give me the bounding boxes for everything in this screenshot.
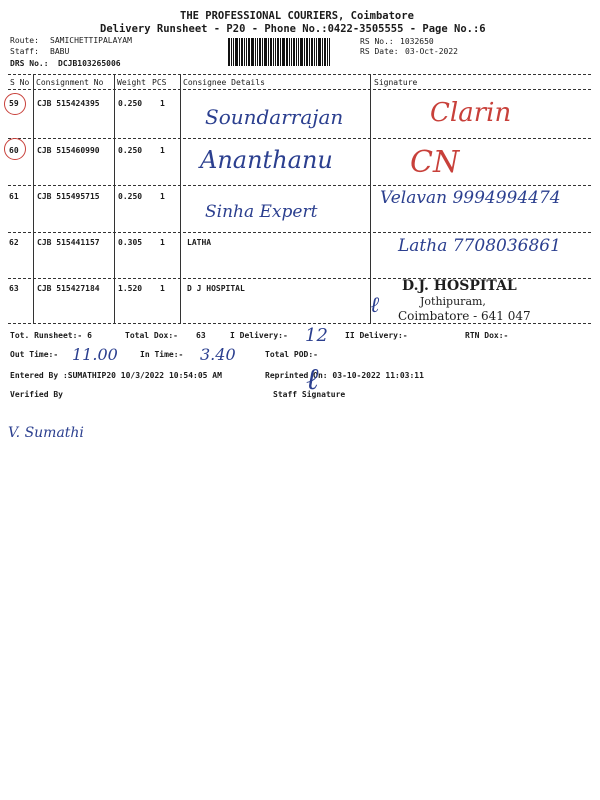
- route-value: SAMICHETTIPALAYAM: [50, 36, 132, 45]
- handwritten-consignee: Sinha Expert: [205, 202, 318, 222]
- rtn-dox-label: RTN Dox:-: [465, 331, 509, 340]
- row-rule: [8, 185, 591, 186]
- drs-label: DRS No.:: [10, 59, 49, 68]
- i-delivery-label: I Delivery:-: [230, 331, 288, 340]
- row-weight: 1.520: [118, 284, 143, 293]
- drs-value: DCJB103265006: [58, 59, 121, 68]
- out-time-label: Out Time:-: [10, 350, 59, 359]
- total-runsheet: Tot. Runsheet:- 6: [10, 331, 92, 340]
- row-consignment: CJB 515441157: [37, 238, 100, 247]
- reprinted-on: Reprinted On: 03-10-2022 11:03:11: [265, 371, 424, 380]
- handwritten-signature: Velavan 9994994474: [380, 188, 561, 208]
- row-pcs: 1: [160, 99, 165, 108]
- rs-no-label: RS No.:: [360, 37, 394, 46]
- row-rule: [8, 138, 591, 139]
- handwritten-signature: Clarin: [430, 98, 512, 128]
- row-pcs: 1: [160, 192, 165, 201]
- handwritten-signature: CN: [410, 145, 460, 180]
- staff-value: BABU: [50, 47, 70, 56]
- header-bottom-rule: [8, 89, 591, 90]
- row-pcs: 1: [160, 238, 165, 247]
- row-rule: [8, 232, 591, 233]
- rs-no-value: 1032650: [400, 37, 434, 46]
- out-time-handwritten: 11.00: [72, 345, 118, 364]
- row-sno: 61: [9, 192, 19, 201]
- row-weight: 0.250: [118, 192, 143, 201]
- route-label: Route:: [10, 36, 39, 45]
- stamp-address: Jothipuram,: [420, 295, 486, 308]
- rs-date-value: 03-Oct-2022: [405, 47, 458, 56]
- table-top-rule: [8, 74, 591, 75]
- row-sno: 62: [9, 238, 19, 247]
- in-time-handwritten: 3.40: [200, 345, 236, 364]
- ii-delivery-label: II Delivery:-: [345, 331, 408, 340]
- handwritten-consignee: Soundarrajan: [205, 105, 344, 129]
- rs-date-label: RS Date:: [360, 47, 399, 56]
- stamp-name: D.J. HOSPITAL: [402, 278, 517, 294]
- verifier-signature: V. Sumathi: [8, 425, 84, 441]
- in-time-label: In Time:-: [140, 350, 184, 359]
- col-header-consignment: Consignment No: [36, 78, 104, 87]
- row-consignment: CJB 515424395: [37, 99, 100, 108]
- column-divider: [180, 74, 181, 323]
- runsheet-title: Delivery Runsheet - P20 - Phone No.:0422-3505555 - Page No.:6: [100, 23, 486, 35]
- col-header-sno: S No: [10, 78, 30, 87]
- column-divider: [114, 74, 115, 323]
- col-header-pcs: PCS: [152, 78, 167, 87]
- row-pcs: 1: [160, 284, 165, 293]
- col-header-consignee: Consignee Details: [183, 78, 265, 87]
- row-sno: 63: [9, 284, 19, 293]
- col-header-signature: Signature: [374, 78, 418, 87]
- staff-signature-scrawl: ℓ: [306, 362, 319, 397]
- row-consignment: CJB 515460990: [37, 146, 100, 155]
- row-consignee: D J HOSPITAL: [187, 284, 245, 293]
- staff-label: Staff:: [10, 47, 39, 56]
- row-sno: 59: [9, 99, 19, 108]
- row-weight: 0.250: [118, 99, 143, 108]
- stamp-city: Coimbatore - 641 047: [398, 309, 531, 323]
- row-consignee: LATHA: [187, 238, 212, 247]
- total-dox-label: Total Dox:-: [125, 331, 178, 340]
- verified-by-label: Verified By: [10, 390, 63, 399]
- row-consignment: CJB 515427184: [37, 284, 100, 293]
- row-consignment: CJB 515495715: [37, 192, 100, 201]
- col-header-weight: Weight: [117, 78, 146, 87]
- column-divider: [33, 74, 34, 323]
- row-weight: 0.250: [118, 146, 143, 155]
- entered-by: Entered By :SUMATHIP20 10/3/2022 10:54:05 AM: [10, 371, 222, 380]
- i-delivery-handwritten: 12: [305, 325, 328, 346]
- row-weight: 0.305: [118, 238, 143, 247]
- total-dox-value: 63: [196, 331, 206, 340]
- table-bottom-rule: [8, 323, 591, 324]
- company-title: THE PROFESSIONAL COURIERS, Coimbatore: [180, 10, 414, 22]
- handwritten-consignee: Ananthanu: [200, 146, 333, 174]
- column-divider: [370, 74, 371, 323]
- barcode: [228, 38, 353, 66]
- stamp-signature-flourish: ℓ: [370, 293, 380, 318]
- row-pcs: 1: [160, 146, 165, 155]
- total-pod-label: Total POD:-: [265, 350, 318, 359]
- staff-signature-label: Staff Signature: [273, 390, 346, 399]
- row-sno: 60: [9, 146, 19, 155]
- handwritten-signature: Latha 7708036861: [398, 236, 561, 256]
